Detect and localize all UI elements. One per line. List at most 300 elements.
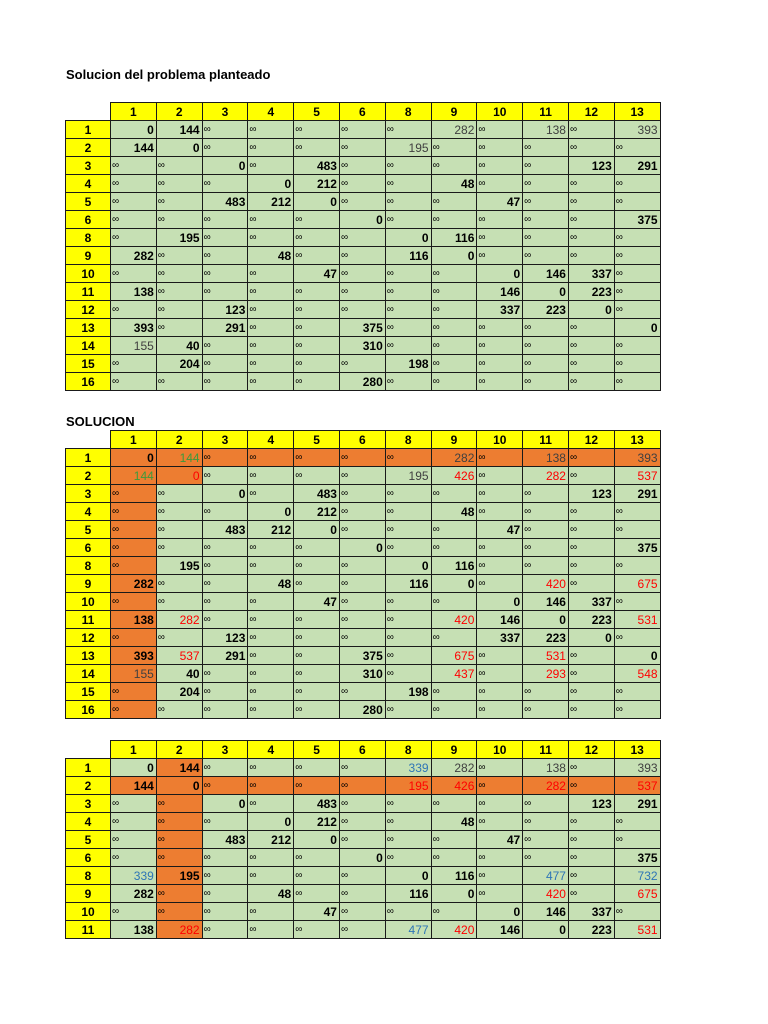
matrix-cell: ∞ xyxy=(294,867,340,885)
matrix-cell: 40 xyxy=(156,665,202,683)
matrix-cell: 477 xyxy=(385,921,431,939)
column-header: 10 xyxy=(477,741,523,759)
column-header: 9 xyxy=(431,431,477,449)
matrix-cell: 282 xyxy=(523,467,569,485)
matrix-cell: ∞ xyxy=(202,211,248,229)
matrix-cell: 195 xyxy=(385,467,431,485)
matrix-cell: 155 xyxy=(111,665,157,683)
matrix-cell: 337 xyxy=(568,903,614,921)
matrix-cell: ∞ xyxy=(431,521,477,539)
matrix-cell: 138 xyxy=(523,449,569,467)
matrix-cell: 138 xyxy=(523,759,569,777)
matrix-cell: ∞ xyxy=(202,121,248,139)
matrix-cell: 0 xyxy=(156,139,202,157)
matrix-cell: 0 xyxy=(477,265,523,283)
matrix-cell: ∞ xyxy=(111,813,157,831)
solution-heading: SOLUCION xyxy=(66,414,135,429)
matrix-cell: ∞ xyxy=(431,849,477,867)
matrix-cell: ∞ xyxy=(614,139,660,157)
matrix-cell: ∞ xyxy=(568,575,614,593)
table-row xyxy=(66,283,661,301)
row-header: 2 xyxy=(66,139,111,157)
matrix-cell: ∞ xyxy=(294,373,340,391)
matrix-cell: ∞ xyxy=(111,485,157,503)
matrix-cell: ∞ xyxy=(248,283,294,301)
table-row xyxy=(66,759,661,777)
matrix-cell: ∞ xyxy=(477,759,523,777)
matrix-cell: ∞ xyxy=(523,849,569,867)
matrix-cell: ∞ xyxy=(568,867,614,885)
column-header: 1 xyxy=(111,741,157,759)
matrix-cell: 123 xyxy=(202,629,248,647)
matrix-cell: ∞ xyxy=(385,319,431,337)
matrix-cell: ∞ xyxy=(477,885,523,903)
matrix-cell: 144 xyxy=(111,139,157,157)
matrix-cell: 116 xyxy=(385,575,431,593)
matrix-cell: 282 xyxy=(523,777,569,795)
matrix-cell: 123 xyxy=(568,795,614,813)
matrix-cell: 138 xyxy=(111,611,157,629)
matrix-cell: ∞ xyxy=(614,265,660,283)
matrix-cell: 291 xyxy=(202,647,248,665)
matrix-cell: ∞ xyxy=(156,157,202,175)
matrix-cell: ∞ xyxy=(523,795,569,813)
matrix-cell: 393 xyxy=(614,449,660,467)
matrix-cell: 282 xyxy=(156,921,202,939)
matrix-cell: ∞ xyxy=(111,701,157,719)
matrix-cell: 195 xyxy=(156,867,202,885)
matrix-cell: 310 xyxy=(339,665,385,683)
matrix-cell: 138 xyxy=(523,121,569,139)
row-header: 8 xyxy=(66,557,111,575)
matrix-cell: ∞ xyxy=(339,467,385,485)
column-header: 3 xyxy=(202,741,248,759)
matrix-cell: ∞ xyxy=(477,849,523,867)
matrix-cell: ∞ xyxy=(248,211,294,229)
matrix-cell: ∞ xyxy=(294,647,340,665)
matrix-cell: ∞ xyxy=(568,337,614,355)
matrix-cell: ∞ xyxy=(568,701,614,719)
matrix-cell: ∞ xyxy=(248,485,294,503)
matrix-cell: 426 xyxy=(431,467,477,485)
matrix-cell: ∞ xyxy=(385,121,431,139)
matrix-cell: 280 xyxy=(339,373,385,391)
matrix-cell: ∞ xyxy=(385,157,431,175)
matrix-cell: ∞ xyxy=(568,683,614,701)
matrix-cell: 0 xyxy=(111,121,157,139)
matrix-cell: ∞ xyxy=(477,139,523,157)
matrix-cell: ∞ xyxy=(202,701,248,719)
matrix-cell: ∞ xyxy=(477,485,523,503)
matrix-cell: 531 xyxy=(614,921,660,939)
matrix-cell: 0 xyxy=(431,575,477,593)
matrix-cell: ∞ xyxy=(385,485,431,503)
matrix-cell: ∞ xyxy=(385,521,431,539)
matrix-cell: ∞ xyxy=(523,157,569,175)
matrix-cell: 282 xyxy=(111,885,157,903)
matrix-cell: 47 xyxy=(294,903,340,921)
matrix-cell: 282 xyxy=(431,759,477,777)
matrix-cell: ∞ xyxy=(202,575,248,593)
matrix-cell: 144 xyxy=(156,449,202,467)
matrix-cell: ∞ xyxy=(294,575,340,593)
matrix-cell: ∞ xyxy=(385,211,431,229)
matrix-cell: ∞ xyxy=(156,373,202,391)
matrix-cell: ∞ xyxy=(385,665,431,683)
table-row xyxy=(66,139,661,157)
matrix-cell: 48 xyxy=(248,247,294,265)
table-row xyxy=(66,521,661,539)
table-row xyxy=(66,229,661,247)
matrix-cell: ∞ xyxy=(202,265,248,283)
distance-matrix-table-1 xyxy=(65,102,661,391)
matrix-cell: ∞ xyxy=(523,139,569,157)
matrix-cell: 0 xyxy=(339,539,385,557)
matrix-cell: 0 xyxy=(339,211,385,229)
row-header: 16 xyxy=(66,373,111,391)
matrix-cell: ∞ xyxy=(202,449,248,467)
matrix-cell: 146 xyxy=(477,921,523,939)
row-header: 8 xyxy=(66,229,111,247)
matrix-cell: 280 xyxy=(339,701,385,719)
table-row xyxy=(66,813,661,831)
matrix-cell: ∞ xyxy=(477,449,523,467)
matrix-cell: ∞ xyxy=(202,593,248,611)
matrix-cell: ∞ xyxy=(156,521,202,539)
matrix-cell: 0 xyxy=(156,777,202,795)
matrix-cell: ∞ xyxy=(339,193,385,211)
matrix-cell: ∞ xyxy=(248,467,294,485)
matrix-cell: 537 xyxy=(614,777,660,795)
matrix-cell: 0 xyxy=(385,557,431,575)
matrix-cell: ∞ xyxy=(156,485,202,503)
matrix-cell: ∞ xyxy=(294,139,340,157)
matrix-cell: ∞ xyxy=(523,539,569,557)
matrix-cell: ∞ xyxy=(248,593,294,611)
matrix-cell: ∞ xyxy=(202,813,248,831)
matrix-cell: 146 xyxy=(523,265,569,283)
row-header: 15 xyxy=(66,355,111,373)
matrix-cell: ∞ xyxy=(431,903,477,921)
row-header: 10 xyxy=(66,265,111,283)
row-header: 14 xyxy=(66,665,111,683)
matrix-cell: ∞ xyxy=(477,121,523,139)
matrix-cell: ∞ xyxy=(385,539,431,557)
matrix-cell: 732 xyxy=(614,867,660,885)
matrix-cell: ∞ xyxy=(523,373,569,391)
matrix-cell: 48 xyxy=(248,575,294,593)
matrix-cell: 291 xyxy=(614,795,660,813)
row-header: 9 xyxy=(66,247,111,265)
matrix-cell: 0 xyxy=(294,521,340,539)
matrix-cell: ∞ xyxy=(477,665,523,683)
matrix-cell: 339 xyxy=(385,759,431,777)
matrix-cell: ∞ xyxy=(431,283,477,301)
matrix-cell: ∞ xyxy=(202,539,248,557)
matrix-cell: ∞ xyxy=(431,139,477,157)
matrix-cell: 144 xyxy=(156,759,202,777)
table-row xyxy=(66,777,661,795)
matrix-cell: 48 xyxy=(431,175,477,193)
matrix-cell: ∞ xyxy=(248,319,294,337)
column-header: 13 xyxy=(614,741,660,759)
matrix-cell: ∞ xyxy=(568,665,614,683)
table-row xyxy=(66,795,661,813)
matrix-cell: 393 xyxy=(111,647,157,665)
matrix-cell: ∞ xyxy=(614,283,660,301)
table-row xyxy=(66,701,661,719)
matrix-cell: ∞ xyxy=(568,831,614,849)
matrix-cell: 420 xyxy=(431,611,477,629)
matrix-cell: ∞ xyxy=(477,211,523,229)
row-header: 5 xyxy=(66,521,111,539)
matrix-cell: ∞ xyxy=(111,795,157,813)
matrix-cell: ∞ xyxy=(477,683,523,701)
matrix-cell: ∞ xyxy=(202,611,248,629)
column-header: 11 xyxy=(523,103,569,121)
matrix-cell: 537 xyxy=(156,647,202,665)
matrix-cell: ∞ xyxy=(385,629,431,647)
matrix-cell: 537 xyxy=(614,467,660,485)
matrix-cell: ∞ xyxy=(339,121,385,139)
matrix-cell: 47 xyxy=(294,593,340,611)
column-header: 13 xyxy=(614,103,660,121)
row-header: 9 xyxy=(66,885,111,903)
matrix-cell: 123 xyxy=(568,485,614,503)
matrix-cell: ∞ xyxy=(614,301,660,319)
matrix-cell: ∞ xyxy=(248,265,294,283)
column-header: 4 xyxy=(248,431,294,449)
matrix-cell: 223 xyxy=(523,301,569,319)
matrix-cell: ∞ xyxy=(248,337,294,355)
matrix-cell: 0 xyxy=(111,449,157,467)
matrix-cell: ∞ xyxy=(339,139,385,157)
matrix-cell: ∞ xyxy=(385,337,431,355)
matrix-cell: ∞ xyxy=(248,449,294,467)
table-row xyxy=(66,683,661,701)
table-row xyxy=(66,575,661,593)
matrix-cell: ∞ xyxy=(248,139,294,157)
corner-cell xyxy=(66,741,111,759)
matrix-cell: ∞ xyxy=(523,355,569,373)
matrix-cell: 195 xyxy=(156,557,202,575)
column-header: 5 xyxy=(294,431,340,449)
column-header: 8 xyxy=(385,431,431,449)
row-header: 11 xyxy=(66,611,111,629)
matrix-cell: ∞ xyxy=(156,283,202,301)
matrix-cell: ∞ xyxy=(385,701,431,719)
matrix-cell: ∞ xyxy=(385,795,431,813)
matrix-cell: ∞ xyxy=(614,355,660,373)
matrix-cell: ∞ xyxy=(614,813,660,831)
matrix-cell: 483 xyxy=(294,157,340,175)
matrix-cell: ∞ xyxy=(294,849,340,867)
matrix-cell: 212 xyxy=(248,831,294,849)
matrix-cell: ∞ xyxy=(431,319,477,337)
matrix-cell: ∞ xyxy=(339,283,385,301)
table-row xyxy=(66,157,661,175)
matrix-cell: 0 xyxy=(523,611,569,629)
table-row xyxy=(66,175,661,193)
matrix-cell: ∞ xyxy=(156,575,202,593)
matrix-cell: ∞ xyxy=(202,283,248,301)
matrix-cell: ∞ xyxy=(294,683,340,701)
header-row xyxy=(66,741,661,759)
matrix-cell: ∞ xyxy=(339,557,385,575)
matrix-cell: 0 xyxy=(614,647,660,665)
matrix-cell: ∞ xyxy=(614,175,660,193)
matrix-cell: ∞ xyxy=(294,247,340,265)
matrix-cell: 212 xyxy=(248,521,294,539)
matrix-cell: ∞ xyxy=(248,903,294,921)
matrix-cell: ∞ xyxy=(202,355,248,373)
matrix-cell: ∞ xyxy=(294,229,340,247)
matrix-cell: ∞ xyxy=(248,921,294,939)
matrix-cell: ∞ xyxy=(614,629,660,647)
column-header: 6 xyxy=(339,741,385,759)
matrix-cell: ∞ xyxy=(568,885,614,903)
matrix-cell: 310 xyxy=(339,337,385,355)
matrix-cell: ∞ xyxy=(202,175,248,193)
matrix-cell: 282 xyxy=(156,611,202,629)
matrix-cell: 393 xyxy=(111,319,157,337)
matrix-cell: 48 xyxy=(431,503,477,521)
matrix-cell: 337 xyxy=(568,265,614,283)
matrix-cell: ∞ xyxy=(568,319,614,337)
table-row xyxy=(66,449,661,467)
matrix-cell: ∞ xyxy=(431,683,477,701)
matrix-cell: ∞ xyxy=(568,759,614,777)
matrix-cell: ∞ xyxy=(523,831,569,849)
table-row xyxy=(66,211,661,229)
matrix-cell: 393 xyxy=(614,759,660,777)
matrix-cell: ∞ xyxy=(111,193,157,211)
matrix-cell: ∞ xyxy=(248,355,294,373)
matrix-cell: ∞ xyxy=(614,337,660,355)
matrix-cell: ∞ xyxy=(385,647,431,665)
matrix-cell: ∞ xyxy=(523,557,569,575)
matrix-cell: ∞ xyxy=(339,575,385,593)
column-header: 9 xyxy=(431,103,477,121)
matrix-cell: ∞ xyxy=(431,337,477,355)
matrix-cell: 223 xyxy=(568,611,614,629)
matrix-cell: 116 xyxy=(431,867,477,885)
matrix-cell: ∞ xyxy=(111,539,157,557)
matrix-cell: ∞ xyxy=(523,193,569,211)
column-header: 6 xyxy=(339,431,385,449)
row-header: 3 xyxy=(66,157,111,175)
matrix-cell: ∞ xyxy=(568,521,614,539)
matrix-cell: 437 xyxy=(431,665,477,683)
matrix-cell: ∞ xyxy=(202,247,248,265)
table-row xyxy=(66,319,661,337)
matrix-cell: 426 xyxy=(431,777,477,795)
matrix-cell: 138 xyxy=(111,283,157,301)
matrix-cell: 198 xyxy=(385,355,431,373)
matrix-cell: 483 xyxy=(202,831,248,849)
table-row xyxy=(66,247,661,265)
distance-matrix-table-2 xyxy=(65,430,661,719)
matrix-cell: ∞ xyxy=(431,539,477,557)
matrix-cell: 195 xyxy=(385,777,431,795)
matrix-cell: ∞ xyxy=(477,557,523,575)
matrix-cell: 282 xyxy=(431,121,477,139)
matrix-cell: ∞ xyxy=(294,539,340,557)
matrix-cell: 420 xyxy=(523,885,569,903)
matrix-cell: ∞ xyxy=(156,319,202,337)
row-header: 3 xyxy=(66,795,111,813)
matrix-cell: 0 xyxy=(156,467,202,485)
matrix-cell: ∞ xyxy=(523,175,569,193)
matrix-cell: 483 xyxy=(202,193,248,211)
matrix-cell: ∞ xyxy=(202,373,248,391)
matrix-cell: ∞ xyxy=(248,849,294,867)
matrix-cell: ∞ xyxy=(477,867,523,885)
matrix-cell: ∞ xyxy=(339,759,385,777)
column-header: 2 xyxy=(156,431,202,449)
matrix-cell: ∞ xyxy=(568,467,614,485)
matrix-cell: 0 xyxy=(568,301,614,319)
matrix-cell: 0 xyxy=(431,885,477,903)
matrix-cell: ∞ xyxy=(477,229,523,247)
matrix-cell: ∞ xyxy=(568,211,614,229)
distance-matrix-table-3 xyxy=(65,740,661,939)
matrix-cell: ∞ xyxy=(385,903,431,921)
matrix-cell: ∞ xyxy=(477,575,523,593)
matrix-cell: 223 xyxy=(568,921,614,939)
matrix-cell: ∞ xyxy=(156,701,202,719)
row-header: 6 xyxy=(66,211,111,229)
matrix-cell: ∞ xyxy=(614,521,660,539)
matrix-cell: ∞ xyxy=(614,247,660,265)
matrix-cell: ∞ xyxy=(385,193,431,211)
matrix-cell: ∞ xyxy=(111,157,157,175)
row-header: 5 xyxy=(66,193,111,211)
matrix-cell: ∞ xyxy=(385,503,431,521)
matrix-cell: ∞ xyxy=(614,683,660,701)
column-header: 12 xyxy=(568,431,614,449)
row-header: 8 xyxy=(66,867,111,885)
matrix-cell: ∞ xyxy=(339,831,385,849)
matrix-cell: ∞ xyxy=(202,229,248,247)
matrix-cell: ∞ xyxy=(294,629,340,647)
matrix-cell: ∞ xyxy=(202,139,248,157)
matrix-cell: ∞ xyxy=(614,557,660,575)
matrix-cell: ∞ xyxy=(294,777,340,795)
matrix-cell: 116 xyxy=(431,557,477,575)
matrix-cell: ∞ xyxy=(385,449,431,467)
matrix-cell: ∞ xyxy=(111,355,157,373)
matrix-cell: ∞ xyxy=(614,903,660,921)
matrix-cell: ∞ xyxy=(523,319,569,337)
matrix-cell: ∞ xyxy=(156,193,202,211)
matrix-cell: 0 xyxy=(523,921,569,939)
row-header: 6 xyxy=(66,539,111,557)
header-row xyxy=(66,103,661,121)
matrix-cell: ∞ xyxy=(248,647,294,665)
row-header: 16 xyxy=(66,701,111,719)
column-header: 2 xyxy=(156,103,202,121)
matrix-cell: ∞ xyxy=(339,355,385,373)
matrix-cell: ∞ xyxy=(385,813,431,831)
matrix-cell: ∞ xyxy=(202,337,248,355)
matrix-cell: ∞ xyxy=(294,283,340,301)
matrix-cell: ∞ xyxy=(202,777,248,795)
matrix-cell: ∞ xyxy=(111,831,157,849)
matrix-cell: ∞ xyxy=(248,373,294,391)
matrix-cell: ∞ xyxy=(339,903,385,921)
matrix-cell: 0 xyxy=(385,229,431,247)
